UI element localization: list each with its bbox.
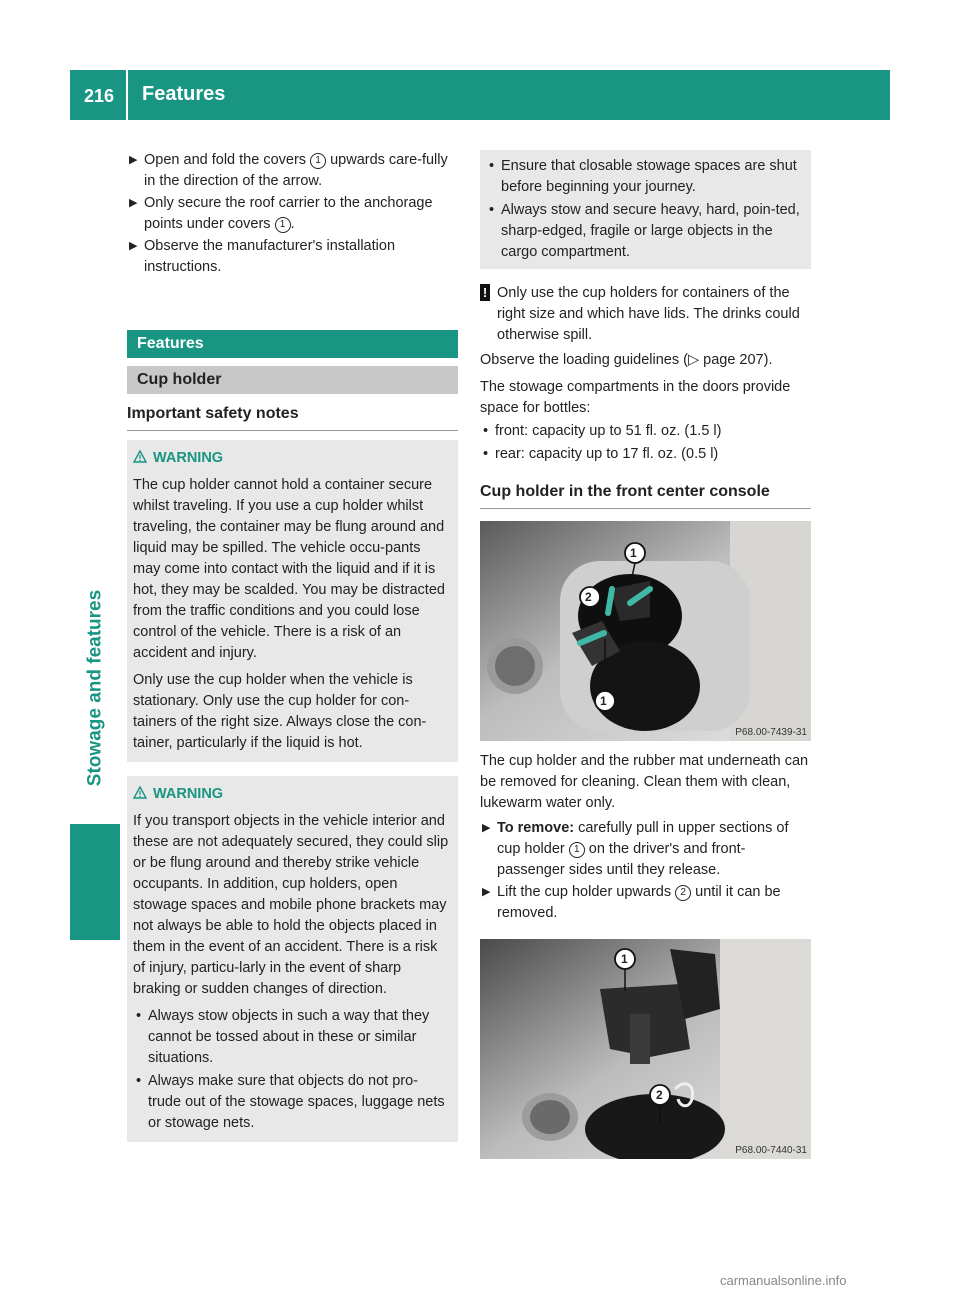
notice [480, 283, 811, 346]
side-tab-label: Stowage and features [84, 589, 106, 787]
watermark: carmanualsonline.info [720, 1273, 847, 1288]
paragraph: Observe the loading guidelines (▷ page 207). [480, 352, 773, 368]
callout-1-label: 1 [600, 694, 607, 708]
step-emphasis: To remove: [497, 820, 575, 836]
bullet-item [133, 1006, 450, 1069]
bullet-item [486, 156, 803, 198]
step-text: on the driver's and front-passenger sides until they release. [497, 841, 746, 878]
notice-text: Only use the cup holders for containers of the right size and which have lids. The drinks could otherwise spill. [497, 285, 800, 343]
instruction-step [127, 236, 458, 278]
callout-1-icon: 1 [275, 217, 291, 233]
bullet-text: Always stow objects in such a way that they cannot be tossed about in these or similar situations. [148, 1008, 430, 1066]
bullet-item [486, 200, 803, 263]
warning-box [127, 440, 458, 762]
bullet-icon: • [136, 1073, 142, 1089]
bullet-text: Always make sure that objects do not pro-trude out of the stowage spaces, luggage nets or stowage nets. [148, 1073, 445, 1131]
callout-1-icon: 1 [569, 842, 585, 858]
left-column [127, 150, 458, 1142]
warning-heading [133, 784, 450, 805]
right-column [480, 150, 811, 1159]
arrow-icon: ▶ [129, 240, 138, 252]
bullet-text: rear: capacity up to 17 fl. oz. (0.5 l) [495, 446, 719, 462]
side-tab-marker [70, 824, 120, 940]
page-number: 216 [84, 86, 115, 106]
side-tab [70, 120, 120, 1140]
bullet-item [480, 421, 811, 442]
side-tab-label-wrap [80, 578, 110, 798]
bullet-text: front: capacity up to 51 fl. oz. (1.5 l) [495, 423, 722, 439]
bullet-icon: • [489, 202, 495, 218]
figure-code: P68.00-7439-31 [735, 727, 807, 738]
bullet-item [480, 444, 811, 465]
bullet-icon: • [483, 446, 489, 462]
header-divider [126, 70, 128, 120]
step-text: . [290, 216, 295, 232]
arrow-icon: ▶ [129, 154, 138, 166]
warning-triangle-icon [133, 449, 147, 470]
heading-safety-notes: Important safety notes [127, 403, 458, 431]
bullet-icon: • [489, 158, 495, 174]
step-text: until it can be removed. [497, 884, 781, 921]
instruction-step [127, 150, 458, 192]
step-text: upwards care-fully in the direction of the arrow. [144, 152, 448, 189]
paragraph: The cup holder and the rubber mat underneath can be removed for cleaning. Clean them with clean, lukewarm water only. [480, 753, 809, 811]
step-text: carefully pull in upper sections of cup holder [497, 820, 789, 857]
instruction-step [480, 818, 811, 881]
bullet-icon: • [483, 423, 489, 439]
section-title: Features [127, 330, 458, 358]
paragraph: The stowage compartments in the doors provide space for bottles: [480, 379, 791, 416]
subsection-title: Cup holder [127, 366, 458, 394]
instruction-step [127, 193, 458, 235]
page-header [70, 70, 890, 120]
step-text: Observe the manufacturer's installation instructions. [144, 238, 396, 275]
arrow-icon: ▶ [482, 886, 491, 898]
warning-box [127, 776, 458, 1142]
info-box [480, 150, 811, 269]
warning-triangle-icon [133, 785, 147, 806]
bullet-icon: • [136, 1008, 142, 1024]
callout-2-icon: 2 [675, 885, 691, 901]
warning-text: The cup holder cannot hold a container secure whilst traveling. If you use a cup holder whilst traveling, the container may be flung around and liquid may be spilled. The vehicle occu-pants may come into contact with the liquid and if it is hot, they may be scalded. You may be distracted from the traffic conditions and you could lose control of the vehicle. There is a risk of an accident and injury. [133, 477, 445, 661]
heading-cup-holder-console: Cup holder in the front center console [480, 481, 811, 509]
step-text: Only secure the roof carrier to the anchorage points under covers [144, 195, 433, 232]
warning-text: Only use the cup holder when the vehicle is stationary. Only use the cup holder for con-tainers of the right size. Always close the con-tainer, particularly if the liquid is hot. [133, 672, 427, 751]
bullet-item [133, 1071, 450, 1134]
callout-2-label: 2 [656, 1088, 663, 1102]
warning-heading [133, 448, 450, 469]
callout-2-label: 2 [585, 590, 592, 604]
bullet-text: Ensure that closable stowage spaces are shut before beginning your journey. [501, 158, 797, 195]
cup-holder-photo [480, 521, 811, 741]
exclamation-icon: ! [480, 284, 490, 301]
warning-label: WARNING [153, 450, 224, 466]
bullet-text: Always stow and secure heavy, hard, poin-ted, sharp-edged, fragile or large objects in the cargo compartment. [501, 202, 800, 260]
callout-1-label: 1 [621, 952, 628, 966]
warning-label: WARNING [153, 786, 224, 802]
step-text: Open and fold the covers [144, 152, 311, 168]
cup-holder-removal-photo [480, 939, 811, 1159]
warning-text: If you transport objects in the vehicle interior and these are not adequately secured, they could slip or be flung around and thereby strike vehicle occupants. In addition, cup holders, open stowage spaces and mobile phone brackets may not always be able to hold the objects placed in them in the event of an accident. There is a risk of injury, particu-larly in the event of sharp braking or sudden changes of direction. [133, 813, 449, 997]
arrow-icon: ▶ [129, 197, 138, 209]
step-text: Lift the cup holder upwards [497, 884, 676, 900]
arrow-icon: ▶ [482, 822, 491, 834]
instruction-step [480, 882, 811, 924]
callout-1-label: 1 [630, 546, 637, 560]
callout-1-icon: 1 [310, 153, 326, 169]
header-title: Features [142, 83, 226, 105]
figure-code: P68.00-7440-31 [735, 1145, 807, 1156]
